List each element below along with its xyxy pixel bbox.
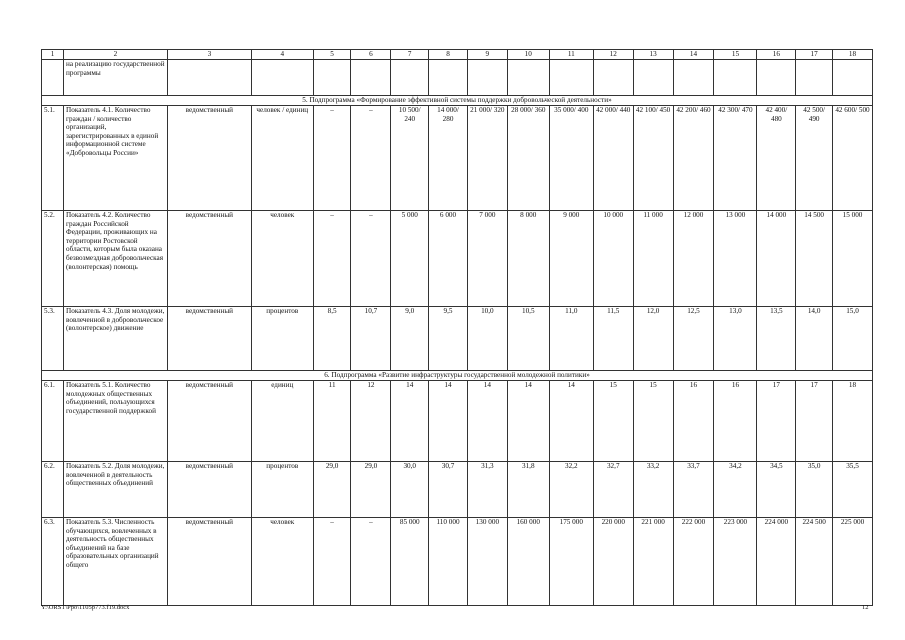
value-cell: 29,0 [313, 462, 351, 518]
value-cell: 33,7 [673, 462, 714, 518]
value-cell: 8,5 [313, 307, 351, 371]
value-cell: 13,5 [757, 307, 796, 371]
header-cell: 8 [429, 50, 468, 60]
table-row [42, 211, 873, 307]
value-cell: 175 000 [549, 518, 593, 606]
header-cell: 13 [633, 50, 673, 60]
indicator-unit: процентов [251, 462, 313, 518]
row-number: 6.3. [42, 518, 64, 606]
value-cell: 12,5 [673, 307, 714, 371]
indicator-unit: единиц [251, 381, 313, 462]
value-cell: 16 [714, 381, 757, 462]
value-cell: 224 000 [757, 518, 796, 606]
value-cell: 42 500/ 490 [796, 106, 833, 211]
header-cell: 3 [167, 50, 251, 60]
value-cell: 14 000 [757, 211, 796, 307]
value-cell: 13 000 [714, 211, 757, 307]
value-cell: 14 [507, 381, 549, 462]
header-cell: 10 [507, 50, 549, 60]
value-cell: 16 [673, 381, 714, 462]
value-cell: 32,7 [593, 462, 633, 518]
value-cell: 42 000/ 440 [593, 106, 633, 211]
header-row [42, 50, 873, 60]
value-cell: 8 000 [507, 211, 549, 307]
header-cell: 17 [796, 50, 833, 60]
table-body [42, 50, 873, 606]
indicator-type: ведомственный [167, 211, 251, 307]
indicator-type: ведомственный [167, 381, 251, 462]
value-cell: – [351, 518, 391, 606]
value-cell: 9,5 [429, 307, 468, 371]
row-number: 5.3. [42, 307, 64, 371]
header-cell: 11 [549, 50, 593, 60]
value-cell: 12,0 [633, 307, 673, 371]
header-cell: 5 [313, 50, 351, 60]
value-cell: 12 000 [673, 211, 714, 307]
value-cell: 35,5 [832, 462, 872, 518]
value-cell: 225 000 [832, 518, 872, 606]
indicator-unit: человек [251, 518, 313, 606]
value-cell: 42 100/ 450 [633, 106, 673, 211]
value-cell: 35 000/ 400 [549, 106, 593, 211]
value-cell: 10,5 [507, 307, 549, 371]
value-cell: 11 000 [633, 211, 673, 307]
header-cell: 1 [42, 50, 64, 60]
value-cell: 32,2 [549, 462, 593, 518]
value-cell: 15 000 [832, 211, 872, 307]
value-cell: 223 000 [714, 518, 757, 606]
value-cell: 15 [633, 381, 673, 462]
value-cell: 34,2 [714, 462, 757, 518]
indicator-unit: человек [251, 211, 313, 307]
row-number: 6.1. [42, 381, 64, 462]
value-cell: 224 500 [796, 518, 833, 606]
table-row [42, 381, 873, 462]
value-cell: 30,0 [391, 462, 429, 518]
indicator-name: Показатель 4.2. Количество граждан Российской Федерации, проживающих на территории Ростовской области, которым была оказана безвозмездная добровольческая (волонтерская) помощь [64, 211, 168, 307]
value-cell: 34,5 [757, 462, 796, 518]
table-row [42, 518, 873, 606]
value-cell: 31,8 [507, 462, 549, 518]
row-number: 5.2. [42, 211, 64, 307]
value-cell: 14,0 [796, 307, 833, 371]
value-cell: 10,0 [467, 307, 507, 371]
value-cell: 9,0 [391, 307, 429, 371]
header-cell: 9 [467, 50, 507, 60]
value-cell: 42 200/ 460 [673, 106, 714, 211]
value-cell: – [313, 518, 351, 606]
value-cell: 14 000/ 280 [429, 106, 468, 211]
value-cell: 5 000 [391, 211, 429, 307]
value-cell: 9 000 [549, 211, 593, 307]
value-cell: 30,7 [429, 462, 468, 518]
value-cell: 21 000/ 320 [467, 106, 507, 211]
value-cell: 14 [549, 381, 593, 462]
indicator-name: Показатель 5.3. Численность обучающихся, вовлеченных в деятельность общественных объединений на базе образовательных организаций общего [64, 518, 168, 606]
value-cell: 14 500 [796, 211, 833, 307]
header-cell: 15 [714, 50, 757, 60]
value-cell: 29,0 [351, 462, 391, 518]
value-cell: 6 000 [429, 211, 468, 307]
table-row [42, 106, 873, 211]
value-cell: – [351, 106, 391, 211]
value-cell: 13,0 [714, 307, 757, 371]
value-cell: 221 000 [633, 518, 673, 606]
indicator-name: Показатель 5.2. Доля молодежи, вовлеченной в деятельность общественных объединений [64, 462, 168, 518]
indicator-name: Показатель 5.1. Количество молодежных общественных объединений, пользующихся государственной поддержкой [64, 381, 168, 462]
value-cell: 35,0 [796, 462, 833, 518]
header-cell: 18 [832, 50, 872, 60]
value-cell: 10 000 [593, 211, 633, 307]
value-cell: – [313, 106, 351, 211]
table-row [42, 307, 873, 371]
indicator-unit: процентов [251, 307, 313, 371]
value-cell: 85 000 [391, 518, 429, 606]
section-title-row [42, 371, 873, 381]
indicators-table [41, 49, 873, 606]
section-title-row [42, 96, 873, 106]
value-cell: 15,0 [832, 307, 872, 371]
row-number: 5.1. [42, 106, 64, 211]
header-cell: 14 [673, 50, 714, 60]
value-cell: – [313, 211, 351, 307]
value-cell: 42 400/ 480 [757, 106, 796, 211]
header-cell: 16 [757, 50, 796, 60]
indicator-type: ведомственный [167, 462, 251, 518]
header-cell: 6 [351, 50, 391, 60]
header-cell: 2 [64, 50, 168, 60]
value-cell: 17 [796, 381, 833, 462]
value-cell: 18 [832, 381, 872, 462]
section-title: 5. Подпрограмма «Формирование эффективной системы поддержки добровольческой деятельности» [42, 96, 873, 106]
value-cell: 14 [391, 381, 429, 462]
value-cell: 10 500/ 240 [391, 106, 429, 211]
page-number: 12 [862, 604, 869, 611]
value-cell: 33,2 [633, 462, 673, 518]
value-cell: 11,0 [549, 307, 593, 371]
row-number: 6.2. [42, 462, 64, 518]
indicator-type: ведомственный [167, 106, 251, 211]
header-cell: 7 [391, 50, 429, 60]
value-cell: 31,3 [467, 462, 507, 518]
value-cell: 222 000 [673, 518, 714, 606]
continuation-cell: на реализацию государственной программы [64, 60, 168, 96]
value-cell: 11,5 [593, 307, 633, 371]
indicator-name: Показатель 4.3. Доля молодежи, вовлеченной в добровольческое (волонтерское) движение [64, 307, 168, 371]
value-cell: 14 [429, 381, 468, 462]
value-cell: 42 300/ 470 [714, 106, 757, 211]
indicator-name: Показатель 4.1. Количество граждан / количество организаций, зарегистрированных в единой информационной системе «Добровольцы России» [64, 106, 168, 211]
indicator-unit: человек / единиц [251, 106, 313, 211]
header-cell: 4 [251, 50, 313, 60]
value-cell: 15 [593, 381, 633, 462]
value-cell: 110 000 [429, 518, 468, 606]
section-title: 6. Подпрограмма «Развитие инфраструктуры государственной молодежной политики» [42, 371, 873, 381]
value-cell: 17 [757, 381, 796, 462]
table-row [42, 462, 873, 518]
value-cell: 160 000 [507, 518, 549, 606]
footer-file-path: Y:\ORST\Ppo\1105p773.f19.docx [41, 604, 130, 611]
indicator-type: ведомственный [167, 518, 251, 606]
value-cell: 11 [313, 381, 351, 462]
value-cell: 7 000 [467, 211, 507, 307]
value-cell: 130 000 [467, 518, 507, 606]
value-cell: – [351, 211, 391, 307]
value-cell: 14 [467, 381, 507, 462]
value-cell: 12 [351, 381, 391, 462]
value-cell: 42 600/ 500 [832, 106, 872, 211]
value-cell: 10,7 [351, 307, 391, 371]
continuation-row [42, 60, 873, 96]
header-cell: 12 [593, 50, 633, 60]
indicator-type: ведомственный [167, 307, 251, 371]
value-cell: 220 000 [593, 518, 633, 606]
value-cell: 28 000/ 360 [507, 106, 549, 211]
